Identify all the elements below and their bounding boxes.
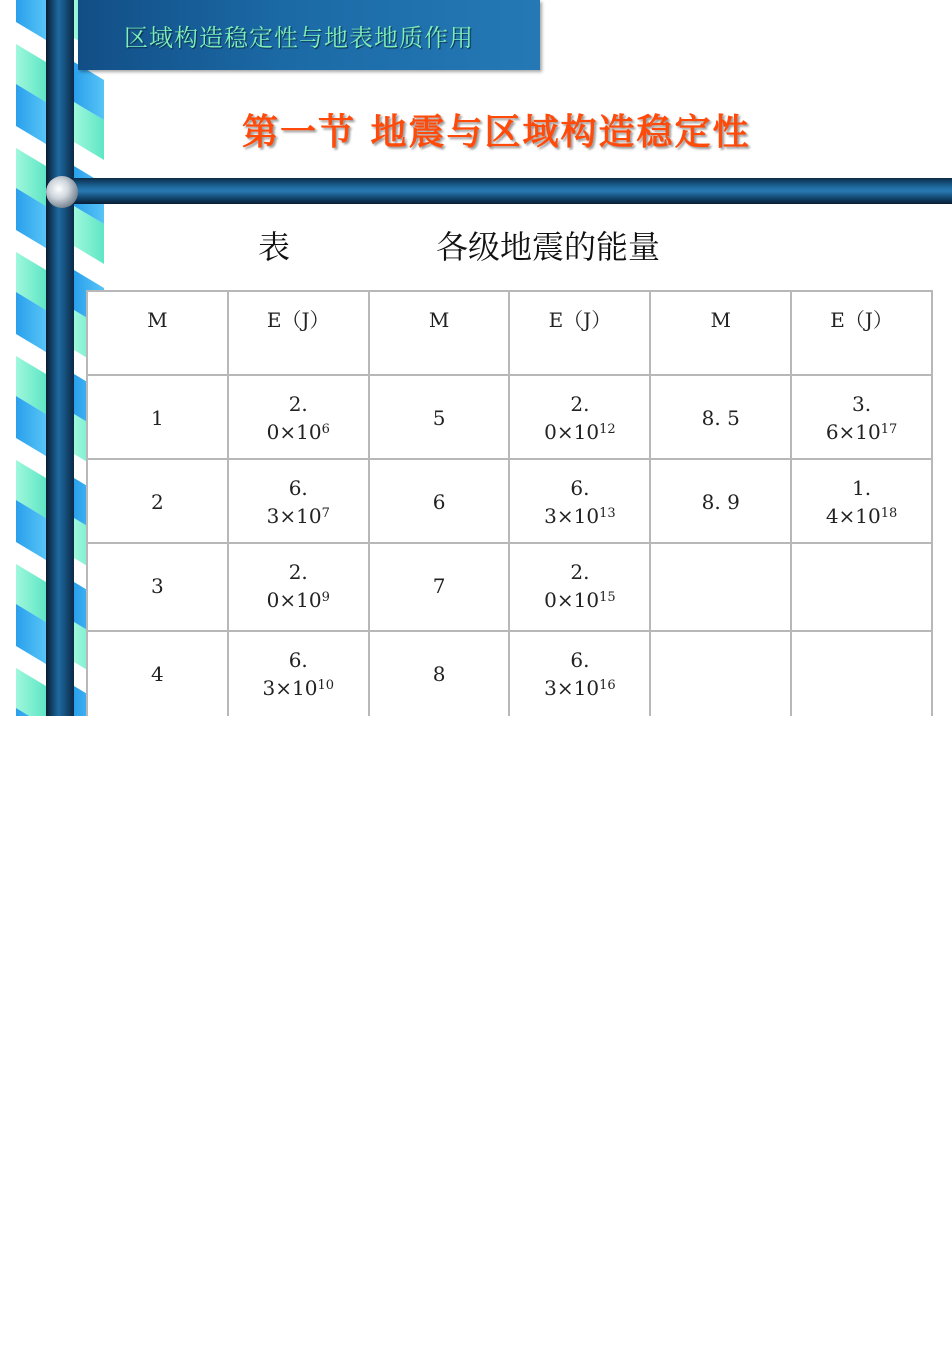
magnitude-value: 5 [432,406,446,430]
magnitude-value: 2 [151,490,164,514]
exponent: 13 [599,506,616,521]
ribbon-band [16,668,46,716]
header-rod [56,178,952,204]
energy-table [86,290,933,716]
energy-mantissa: 6. [570,648,590,672]
magnitude-value: 8. 9 [701,490,740,514]
table-cell [369,631,510,716]
table-cell [791,459,932,543]
exponent: 10 [317,678,334,693]
energy-power: $6\times 10^{17}$ [825,420,898,444]
table-cell [228,459,369,543]
energy-power: $4\times 10^{18}$ [825,504,898,528]
energy-power: $0\times 10^{12}$ [544,420,616,444]
energy-mantissa: 6. [288,648,308,672]
magnitude-value: 4 [151,662,164,686]
energy-mantissa: 3. [852,392,872,416]
exponent: 6 [321,422,330,437]
table-cell [369,459,510,543]
energy-mantissa: 1. [852,476,872,500]
page-title: 第一节 地震与区域构造稳定性 [242,112,751,153]
table-cell [509,543,650,631]
table-row [87,631,932,716]
table-row [87,543,932,631]
magnitude-value [651,544,790,572]
energy-power: $3\times 10^7$ [266,504,330,528]
exponent: 12 [599,422,616,437]
exponent: 15 [599,590,616,605]
table-cell [791,375,932,459]
energy-mantissa: 2. [288,560,308,584]
magnitude-value: 3 [151,574,164,598]
table-cell [650,459,791,543]
table-cell [791,631,932,716]
table-caption: 各级地震的能量 [436,228,661,266]
header-cell: M [650,291,791,375]
table-cell [509,375,650,459]
magnitude-value: 8 [432,662,446,686]
table-cell [791,543,932,631]
header-cell: M [369,291,510,375]
energy-mantissa: 2. [570,560,590,584]
header-cell: M [87,291,228,375]
magnitude-value [792,632,931,660]
table-cell [228,375,369,459]
magnitude-value: 1 [151,406,164,430]
table-cell [650,375,791,459]
table-row [87,375,932,459]
exponent: 7 [321,506,330,521]
magnitude-value: 6 [432,490,446,514]
magnitude-value: 8. 5 [701,406,740,430]
energy-mantissa: 2. [570,392,590,416]
exponent: 9 [321,590,330,605]
table-cell [650,543,791,631]
table-cell [228,631,369,716]
table-cell [87,459,228,543]
table-cell [228,543,369,631]
header-cell: E（J） [228,291,369,375]
table-cell [650,631,791,716]
energy-mantissa: 2. [288,392,308,416]
energy-mantissa: 6. [570,476,590,500]
energy-power: $0\times 10^9$ [266,588,330,612]
energy-power: $0\times 10^{15}$ [544,588,616,612]
table-cell [87,543,228,631]
ribbon-band [16,0,46,40]
energy-power: $3\times 10^{13}$ [544,504,616,528]
energy-power: $3\times 10^{10}$ [262,676,334,700]
table-cell [87,631,228,716]
table-caption-label: 表 [258,228,291,266]
magnitude-value: 7 [432,574,446,598]
table-cell [87,375,228,459]
exponent: 16 [599,678,616,693]
header-cell: E（J） [509,291,650,375]
exponent: 18 [880,506,898,521]
energy-power: $0\times 10^6$ [266,420,330,444]
rod-cap [46,176,78,208]
energy-power: $3\times 10^{16}$ [544,676,616,700]
table-cell [509,459,650,543]
table-cell [509,631,650,716]
table-header-row [87,291,932,375]
header-title: 区域构造稳定性与地表地质作用 [124,24,474,52]
energy-mantissa: 6. [288,476,308,500]
table-row [87,459,932,543]
table-cell [369,543,510,631]
magnitude-value [792,544,931,572]
magnitude-value [651,632,790,660]
exponent: 17 [880,422,898,437]
header-cell: E（J） [791,291,932,375]
table-cell [369,375,510,459]
